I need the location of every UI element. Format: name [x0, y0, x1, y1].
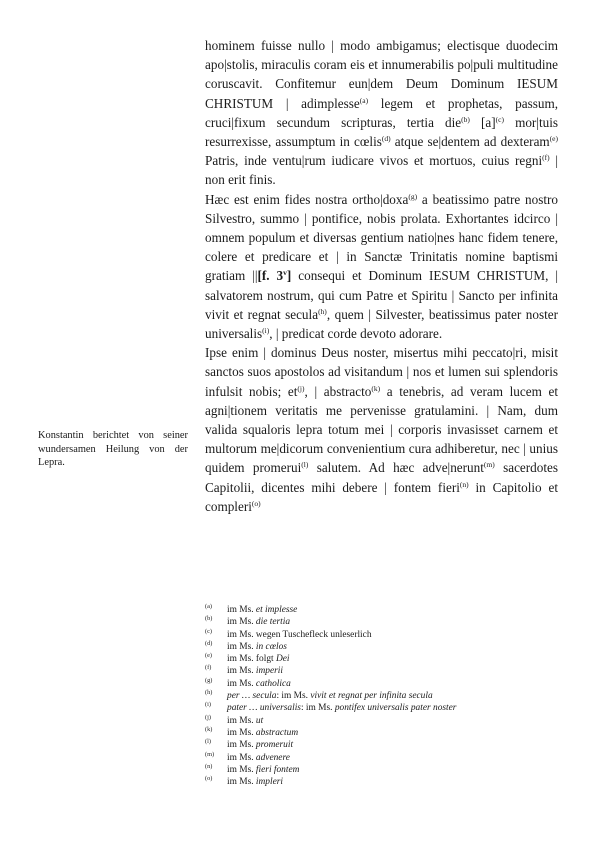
footnote-ref: (c): [495, 114, 504, 124]
footnote-lemma: pater … universalis: [227, 703, 301, 714]
footnote-text: im Ms.: [227, 715, 256, 726]
footnote-ref: (j): [297, 383, 305, 393]
paragraph: [205, 36, 558, 190]
footnote-reading: abstractum: [255, 727, 299, 738]
footnote-text: : im Ms.: [300, 703, 335, 714]
footnote-ref: (o): [251, 498, 261, 508]
footnote-reading: pontifex universalis pater noster: [334, 703, 457, 714]
footnote-reading: et implesse: [255, 605, 298, 615]
folio-marker-sup: v: [283, 268, 287, 278]
footnote-reading: imperii: [255, 666, 284, 677]
footnote: [205, 616, 535, 628]
footnote-text: im Ms.: [227, 617, 256, 628]
footnote-text: im Ms.: [227, 641, 256, 652]
footnote: [205, 678, 535, 690]
footnote-ref: (n): [459, 479, 469, 489]
footnote: [205, 739, 535, 751]
footnote: [205, 690, 535, 702]
footnote-mark: (l): [205, 738, 211, 746]
text-run: Hæc est enim fides nostra ortho|doxa: [205, 191, 409, 207]
footnote: [205, 752, 535, 764]
footnote-reading: in cœlos: [255, 641, 287, 652]
footnote-mark: (g): [205, 676, 213, 684]
footnote-mark: (o): [205, 775, 213, 783]
paragraph: [205, 343, 558, 516]
footnote-mark: (j): [205, 713, 211, 721]
footnote-reading: vivit et regnat per infinita secula: [310, 691, 433, 702]
footnote-mark: (n): [205, 762, 213, 770]
footnote-mark: (a): [205, 603, 212, 610]
footnote-text: im Ms.: [227, 678, 256, 689]
footnote-ref: (h): [318, 306, 327, 316]
footnote: [205, 604, 535, 616]
text-run: Ipse enim | dominus Deus noster, misertus mihi peccato|ri, misit sanctos suos apostolos ad visitandum | nos et lumen sui splendoris infulsit nobis; et: [205, 345, 558, 399]
footnotes: [205, 604, 535, 788]
footnote-ref: (d): [381, 134, 391, 144]
text-run: Patris, inde ventu|rum iudicare vivos et mortuos, cuius regni: [205, 153, 543, 169]
footnote-mark: (k): [205, 725, 213, 733]
footnote: [205, 629, 535, 641]
footnote: [205, 665, 535, 677]
footnote-ref: (k): [371, 383, 381, 393]
footnote-text: : im Ms.: [276, 691, 311, 702]
text-run: [a]: [469, 114, 496, 130]
text-run: a tenebris, ad veram lucem et agni|tionem veritatis me pervenisse gratulamini. | Nam, dum valida squaloris lepra totum mei | corporis invasisset carnem et multorum me|dicorum convenientium cura adhiberetur, nec | unius quidem promerui: [205, 383, 558, 476]
footnote-text: im Ms.: [227, 727, 256, 738]
footnote-text: im Ms.: [227, 764, 256, 775]
footnote-mark: (b): [205, 615, 213, 623]
footnote-reading: catholica: [255, 678, 291, 689]
footnote: [205, 764, 535, 776]
text-run: in Capitolio et compleri: [205, 479, 558, 514]
footnote-ref: (e): [549, 134, 559, 144]
footnote-text: im Ms.: [227, 666, 256, 677]
text-run: | non erit finis.: [205, 153, 558, 188]
footnote-reading: fieri fontem: [255, 764, 300, 775]
footnote: [205, 727, 535, 739]
footnote: [205, 715, 535, 727]
footnote-reading: advenere: [255, 752, 290, 763]
paragraph: [205, 190, 558, 344]
margin-note: Konstantin berichtet von seiner wundersamen Heilung von der Lepra.: [38, 430, 188, 469]
footnote-ref: (l): [301, 460, 309, 470]
footnote-ref: (g): [408, 191, 418, 201]
text-run: consequi et Dominum IESUM CHRISTUM, | salvatorem nostrum, qui cum Patre et Spiritu | Sancto per infinita vivit et regnat secula: [205, 268, 558, 322]
folio-marker: ]: [286, 268, 292, 284]
footnote-text: im Ms.: [227, 777, 256, 788]
text-run: , quem | Silvester, beatissimus pater noster universalis: [205, 306, 558, 342]
footnote-ref: (f): [542, 153, 550, 163]
text-run: mor|tuis resurrexisse, assumptum in cœlis: [205, 114, 559, 150]
footnote-text: im Ms.: [227, 740, 256, 751]
text-run: legem et prophetas, passum, cruci|fixum secundum scripturas, tertia die: [205, 95, 558, 130]
main-text: [205, 36, 558, 516]
text-run: salutem. Ad hæc adve|nerunt: [308, 460, 484, 476]
text-run: , | abstracto: [304, 383, 372, 399]
text-run: atque se|dentem ad dexteram: [390, 134, 550, 150]
text-run: sacerdotes Capitolii, dicentes mihi debere | fontem fieri: [205, 460, 558, 495]
footnote-mark: (m): [205, 750, 215, 758]
footnote-lemma: per … secula: [227, 691, 277, 702]
footnote-mark: (e): [205, 652, 212, 660]
footnote-mark: (i): [205, 701, 211, 709]
footnote-reading: ut: [255, 715, 264, 726]
footnote-text: im Ms. wegen Tuschefleck unleserlich: [227, 629, 372, 640]
footnote-reading: promeruit: [255, 740, 294, 751]
footnote: [205, 776, 535, 788]
footnote-text: im Ms.: [227, 605, 256, 615]
footnote-ref: (a): [359, 95, 369, 105]
footnote-mark: (h): [205, 689, 213, 697]
footnote-reading: impleri: [255, 777, 284, 788]
footnote-ref: (i): [262, 326, 270, 336]
footnote-reading: die tertia: [255, 617, 291, 628]
footnote-text: im Ms.: [227, 752, 256, 763]
footnote-mark: (c): [205, 627, 212, 635]
text-run: , | predicat corde devoto adorare.: [269, 326, 443, 342]
footnote-mark: (d): [205, 639, 213, 647]
footnote-reading: Dei: [275, 654, 290, 665]
footnote: [205, 641, 535, 653]
text-run: a beatissimo patre nostro Silvestro, summo | pontifice, nobis prolata. Exhortantes idcirco | omnem populum et diversas gentium natio|nes hanc fidem tenere, colere et predicare et | in Sanctæ Trinitatis nomine baptismi gratiam ||: [205, 191, 558, 284]
footnote-ref: (b): [461, 114, 470, 124]
folio-marker: [f. 3: [257, 268, 284, 284]
footnote: [205, 653, 535, 665]
footnote: [205, 702, 535, 714]
text-run: hominem fuisse nullo | modo ambigamus; electisque duodecim apo|stolis, miraculis coram eis et innumerabilis po|puli multitudine coruscavit. Confitemur eun|dem Deum Dominum IESUM CHRISTUM | adimplesse: [205, 38, 558, 111]
footnote-mark: (f): [205, 664, 212, 672]
footnote-ref: (m): [483, 460, 495, 470]
footnote-text: im Ms. folgt: [227, 654, 276, 665]
